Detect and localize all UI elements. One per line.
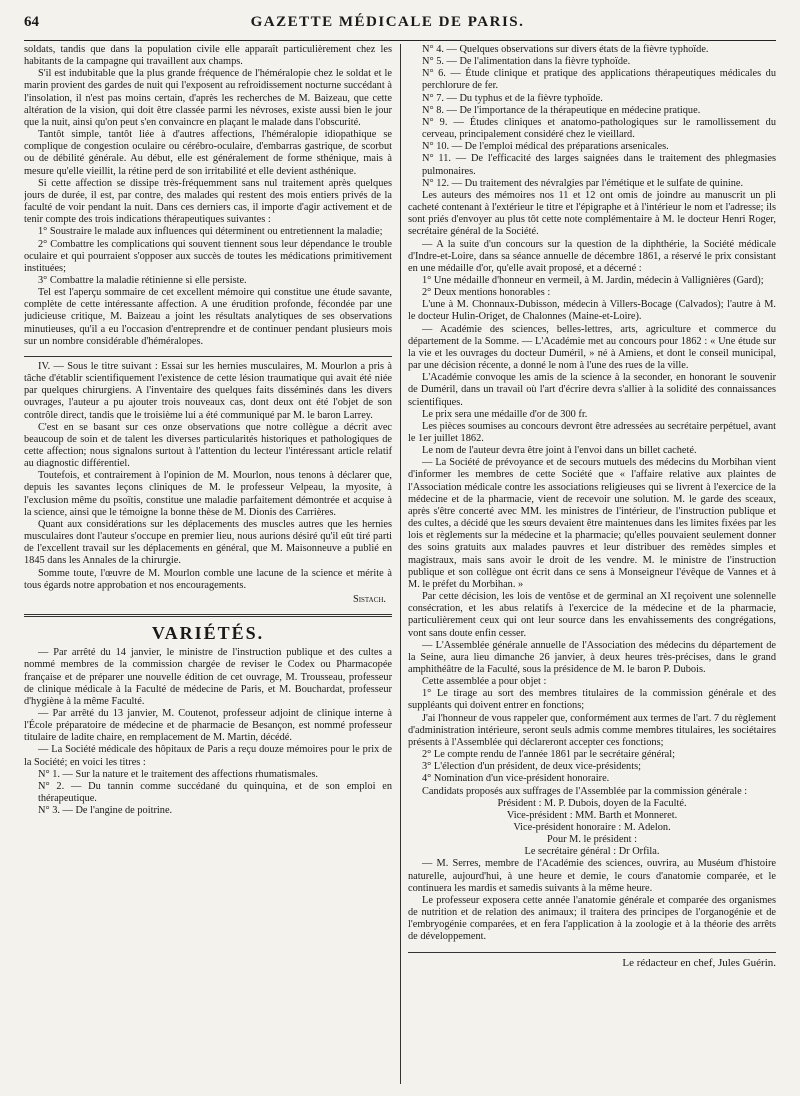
left-column: [24, 44, 398, 1084]
section-divider: [24, 614, 392, 617]
paragraph: Quant aux considérations sur les déplacements des muscles autres que les hernies musculaires dont l'auteur s'occupe en premier lieu, nous aurions désiré qu'il eût tiré parti de l'excellent travail sur les déplacements en général, que M. Maisonneuve a publié en 1845 dans les Annales de la chirurgie.: [24, 518, 393, 567]
paragraph: Par cette décision, les lois de ventôse et de germinal an XI reçoivent une solennelle consécration, et les abus relatifs à l'exercice de la médecine et de la pharmacie, particulièrement ceux qui ont leur source dans les envahissements des congrégations, vont sans doute enfin cesser.: [408, 591, 777, 639]
paragraph: S'il est indubitable que la plus grande fréquence de l'héméralopie chez le soldat et le marin provient des gardes de nuit qui l'exposent au refroidissement nocturne succédant à l'insolation, il n'est pas moins certain, d'après les recherches de M. Baizeau, que cette altération de la vision, qui doit être classée parmi les névroses, existe aussi bien le jour que la nuit, ainsi qu'on peut s'en convaincre en plaçant le malade dans l'obscurité.: [24, 68, 393, 128]
paragraph: Toutefois, et contrairement à l'opinion de M. Mourlon, nous tenons à déclarer que, depuis les savantes leçons cliniques de M. le professeur Velpeau, la myosite, à l'exclusion même du psoïtis, constitue une maladie parfaitement démontrée et acquise à la science, ainsi que le témoigne la bonne thèse de M. Dionis des Carrières.: [24, 470, 393, 518]
list-item: N° 8. — De l'importance de la thérapeutique en médecine pratique.: [422, 104, 701, 116]
paragraph: 3° L'élection d'un président, de deux vice-présidents;: [422, 761, 641, 773]
divider: [408, 952, 776, 953]
paragraph: Le nom de l'auteur devra être joint à l'envoi dans un billet cacheté.: [422, 445, 697, 457]
section-title: VARIÉTÉS.: [151, 623, 265, 644]
list-item: N° 6. — Étude clinique et pratique des applications thérapeutiques médicales du perchlorure de fer.: [422, 68, 777, 92]
paragraph: — M. Serres, membre de l'Académie des sciences, ouvrira, au Muséum d'histoire naturelle, aujourd'hui, à une heure et demie, le cours d'anatomie comparée, et le continuera les mardis et samedis suivants à la même heure.: [408, 858, 777, 894]
page-number: 64: [24, 14, 39, 30]
paragraph: Candidats proposés aux suffrages de l'Assemblée par la commission générale :: [422, 785, 748, 797]
paragraph: — A la suite d'un concours sur la question de la diphthérie, la Société médicale d'Indre-et-Loire, dans sa séance annuelle de décembre 1861, a réservé le prix consistant en une médaille d'or, qu'elle avait proposé, et a décerné :: [408, 238, 777, 274]
paragraph: — L'Assemblée générale annuelle de l'Association des médecins du département de la Seine, aura lieu dimanche 26 janvier, à deux heures très-précises, dans le grand amphithéâtre de la Faculté, sous la présidence de M. le baron P. Dubois.: [408, 639, 777, 675]
list-item: N° 12. — Du traitement des névralgies par l'émétique et le sulfate de quinine.: [422, 177, 744, 189]
paragraph: L'une à M. Chonnaux-Dubisson, médecin à Villers-Bocage (Calvados); l'autre à M. le docteur Hulin-Origet, de Chalonnes (Maine-et-Loire).: [408, 299, 777, 323]
paragraph: Tantôt simple, tantôt liée à d'autres affections, l'héméralopie idiopathique se complique de congestion oculaire ou cérébro-oculaire, d'embarras gastrique, de scorbut ou de débilité générale. Au début, elle est généralement de forme sthénique, mais à mesure qu'elle vieillit, la rétine perd de son irritabilité et elle devient asthénique.: [24, 129, 393, 177]
paragraph: 1° Le tirage au sort des membres titulaires de la commission générale et des suppléants qui doivent entrer en fonctions;: [408, 688, 777, 712]
paragraph: 1° Soustraire le malade aux influences qui déterminent ou entretiennent la maladie;: [38, 226, 383, 238]
paragraph: 2° Combattre les complications qui souvent tiennent sous leur dépendance le trouble oculaire et qui pourraient s'opposer aux succès de toutes les médications primitivement instituées;: [24, 238, 393, 274]
paragraph: — Par arrêté du 14 janvier, le ministre de l'instruction publique et des cultes a nommé membres de la commission chargée de reviser le Codex ou Pharmacopée française et de préparer une nouvelle édition de cet ouvrage, M. Trousseau, professeur de clinique médicale à la Faculté de médecine de Paris, et M. Bouchardat, professeur d'hygiène à la même Faculté.: [24, 647, 393, 707]
page-header: [24, 14, 776, 41]
list-item: N° 4. — Quelques observations sur divers états de la fièvre typhoïde.: [422, 44, 709, 55]
paragraph: Les auteurs des mémoires nos 11 et 12 ont omis de joindre au manuscrit un pli cacheté contenant à l'extérieur le titre et l'épigraphe et à l'intérieur le nom et l'adresse; ils sont priés d'envoyer au plus tôt cette note complémentaire à M. le docteur Henri Roger, secrétaire général de la Société.: [408, 189, 777, 238]
paragraph: soldats, tandis que dans la population civile elle apparaît particulièrement chez les habitants de la campagne qui travaillent aux champs.: [24, 44, 393, 68]
list-item: N° 3. — De l'angine de poitrine.: [38, 805, 173, 817]
editor-signature: Le rédacteur en chef, Jules Guérin.: [622, 956, 777, 969]
paragraph: Si cette affection se dissipe très-fréquemment sans nul traitement après quelques jours de durée, il est, par contre, des malades qui restent des mois entiers privés de la faculté de voir pendant la nuit. Dans ces derniers cas, il importe d'agir activement et de tenir compte des trois indications thérapeutiques suivantes :: [24, 177, 393, 226]
author-signature: Sistach.: [352, 593, 387, 605]
paragraph: J'ai l'honneur de vous rappeler que, conformément aux termes de l'art. 7 du règlement d'administration intérieure, seront seuls admis comme membres titulaires, les sociétaires présents à l'Assemblée qui déclareront accepter ces fonctions;: [408, 712, 777, 748]
candidate-line: Pour M. le président :: [547, 834, 637, 846]
paragraph: 2° Le compte rendu de l'année 1861 par le secrétaire général;: [422, 749, 675, 761]
candidate-line: Vice-président : MM. Barth et Monneret.: [506, 809, 678, 821]
list-item: N° 9. — Études cliniques et anatomo-pathologiques sur le ramollissement du cerveau, principalement considéré chez le vieillard.: [422, 116, 777, 141]
list-item: N° 2. — Du tannin comme succédané du quinquina, et de son emploi en thérapeutique.: [38, 780, 393, 805]
paragraph: — Par arrêté du 13 janvier, M. Coutenot, professeur adjoint de clinique interne à l'École préparatoire de médecine et de pharmacie de Besançon, est nommé professeur titulaire de ladite chaire, en remplacement de M. Martin, décédé.: [24, 707, 393, 744]
list-item: N° 7. — Du typhus et de la fièvre typhoïde.: [422, 92, 603, 104]
paragraph: 4° Nomination d'un vice-président honoraire.: [422, 773, 610, 785]
memoir-list: [408, 44, 776, 190]
paragraph: C'est en se basant sur ces onze observations que notre collègue a décrit avec beaucoup de soin et de talent les diverses particularités historiques et pathologiques de cette affection; nous signalons surtout à l'attention du lecteur l'intéressant article relatif au diagnostic différentiel.: [24, 421, 393, 470]
list-item: N° 10. — De l'emploi médical des préparations arsenicales.: [422, 141, 669, 153]
paragraph: — La Société de prévoyance et de secours mutuels des médecins du Morbihan vient d'informer les membres de cette Société que « l'affaire relative aux plaintes de l'Association médicale contre les associations religieuses qui se livrent à l'exercice de la médecine et de la pharmacie, vient de recevoir une solution. M. le garde des sceaux, après s'être concerté avec MM. les ministres de l'intérieur, de l'instruction publique et des cultes, a décidé que les sœurs devaient être maintenues dans les limites fixées par les lois et règlements sur la médecine et la pharmacie; qu'elles pouvaient seulement donner des soins gratuits aux malades pauvres et leur distribuer des remèdes simples et magistraux, mais sans avoir le droit de les vendre. M. le ministre de l'instruction publique et son collègue ont écrit dans ce sens à Monseigneur l'évêque de Vannes et à M. le préfet du Morbihan. »: [408, 457, 777, 590]
candidate-line: Vice-président honoraire : M. Adelon.: [513, 822, 671, 833]
paragraph: Les pièces soumises au concours devront être adressées au secrétaire perpétuel, avant le 1er juillet 1862.: [408, 420, 777, 444]
paragraph: Somme toute, l'œuvre de M. Mourlon comble une lacune de la science et mérite à tous égards notre approbation et nos encouragements.: [24, 567, 393, 591]
paragraph: Le prix sera une médaille d'or de 300 fr.: [422, 408, 588, 420]
candidate-line: Président : M. P. Dubois, doyen de la Faculté.: [497, 797, 687, 809]
candidate-line: Le secrétaire général : Dr Orfila.: [524, 846, 660, 858]
paragraph: Cette assemblée a pour objet :: [422, 676, 547, 688]
list-item: N° 1. — Sur la nature et le traitement des affections rhumatismales.: [38, 768, 318, 780]
candidates-block: [408, 798, 776, 859]
list-item: N° 11. — De l'efficacité des larges saignées dans le traitement des phlegmasies pulmonaires.: [422, 153, 777, 177]
paragraph: L'Académie convoque les amis de la science à la seconder, en honorant le souvenir de Duméril, dans un travail où l'art d'écrire devra s'allier à la solidité des connaissances scientifiques.: [408, 372, 777, 408]
column-rule: [400, 44, 401, 1084]
paragraph: IV. — Sous le titre suivant : Essai sur les hernies musculaires, M. Mourlon a pris à tâche d'établir scientifiquement l'existence de cette lésion traumatique qui avait été niée par quelques chirurgiens. A l'inventaire des quelques faits disséminés dans les divers ouvrages, l'auteur a pu ajouter trois nouveaux cas, dont deux ont été l'objet de son contrôle direct, tandis que le troisième lui a été communiqué par M. le baron Larrey.: [24, 360, 393, 421]
columns: [24, 44, 776, 1084]
paragraph: 2° Deux mentions honorables :: [422, 287, 551, 299]
paragraph: — Académie des sciences, belles-lettres, arts, agriculture et commerce du département de la Somme. — L'Académie met au concours pour 1862 : « Une étude sur la vie et les ouvrages du docteur Duméril, » né à Amiens, et dont le conseil municipal, par une décision récente, a donné le nom à l'une des rues de la ville.: [408, 323, 777, 372]
list-item: N° 5. — De l'alimentation dans la fièvre typhoïde.: [422, 56, 631, 68]
paragraph: 3° Combattre la maladie rétinienne si elle persiste.: [38, 274, 247, 286]
right-column: [402, 44, 776, 1084]
paragraph: Tel est l'aperçu sommaire de cet excellent mémoire qui constitue une étude savante, complète de cette intéressante affection. A une érudition profonde, fécondée par une judicieuse critique, M. Baizeau a joint les résultats analytiques de ses observations minutieuses, qu'il a eu l'occasion d'entreprendre et de continuer pendant plusieurs mois sur un nombre considérable d'héméralopes.: [24, 287, 393, 347]
divider: [24, 356, 392, 357]
running-title: GAZETTE MÉDICALE DE PARIS.: [250, 14, 525, 30]
paragraph: Le professeur exposera cette année l'anatomie générale et comparée des organismes de nutrition et de relation des animaux; il traitera des principes de l'organogénie et de l'embryogénie comparées, et en fera l'application à la zoologie et à la théorie des arrêts de développement.: [408, 894, 777, 943]
memoir-list: [24, 769, 392, 818]
paragraph: 1° Une médaille d'honneur en vermeil, à M. Jardin, médecin à Vallignières (Gard);: [422, 274, 764, 286]
paragraph: — La Société médicale des hôpitaux de Paris a reçu douze mémoires pour le prix de la Société; en voici les titres :: [24, 744, 393, 768]
